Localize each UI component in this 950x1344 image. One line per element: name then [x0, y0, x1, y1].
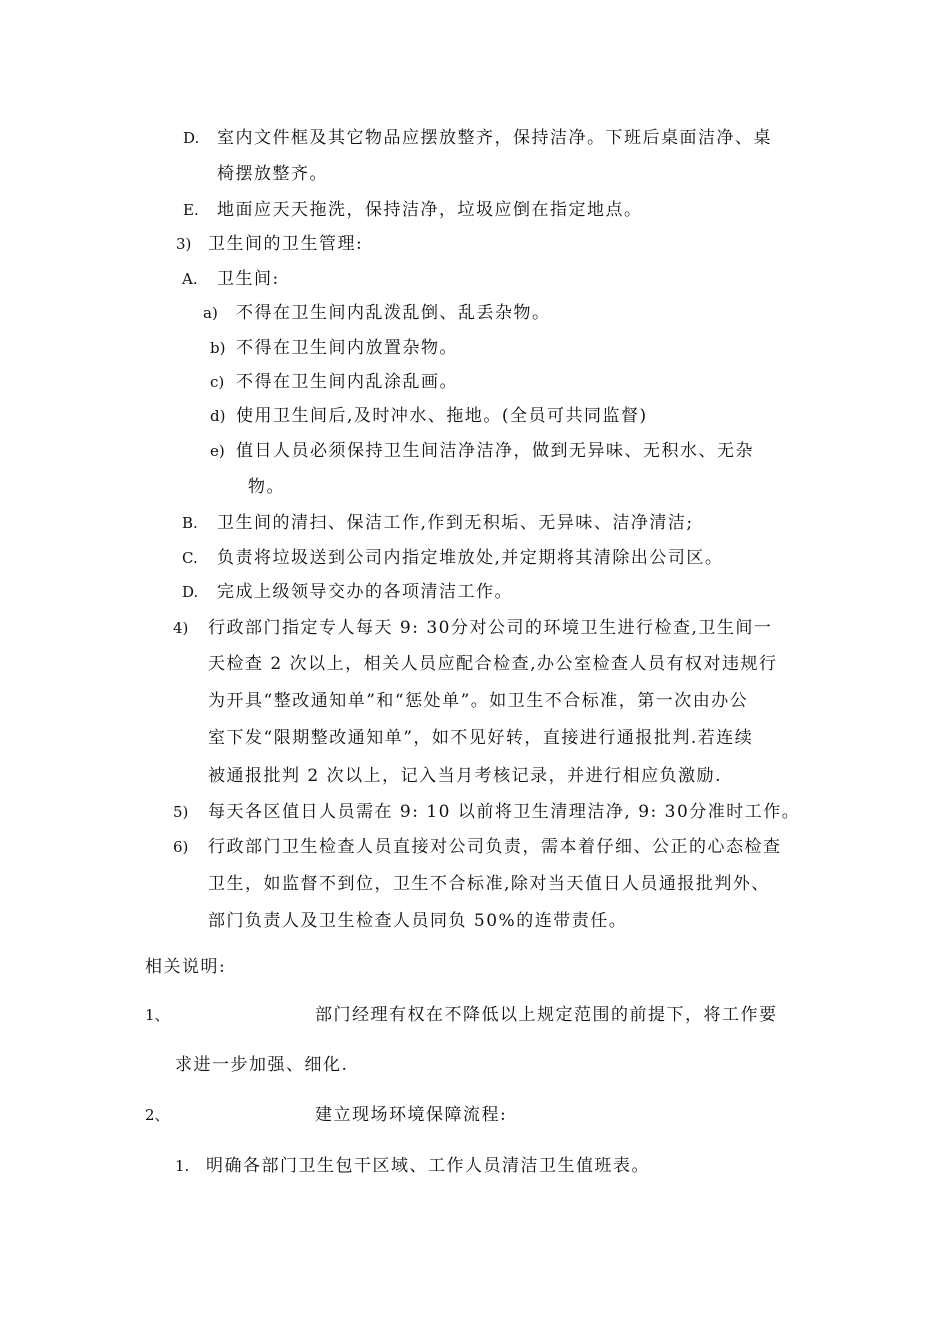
text-line: 完成上级领导交办的各项清洁工作。: [217, 582, 513, 602]
text-line: 天检查 2 次以上，相关人员应配合检查,办公室检查人员有权对违规行: [208, 654, 778, 674]
section-heading: 相关说明:: [145, 957, 227, 977]
list-marker: e): [210, 442, 225, 460]
text-line: 物。: [248, 477, 285, 497]
list-marker: d): [210, 407, 226, 425]
text-line: 卫生间的卫生管理:: [208, 234, 364, 254]
list-marker: 6): [173, 838, 189, 856]
text-line: 椅摆放整齐。: [217, 164, 328, 184]
list-marker: C.: [182, 549, 198, 567]
list-marker: D.: [183, 129, 200, 147]
text-line: 每天各区值日人员需在 9: 10 以前将卫生清理洁净, 9: 30分准时工作。: [208, 802, 801, 822]
list-marker: E.: [183, 201, 199, 219]
text-line: 室下发“限期整改通知单”，如不见好转，直接进行通报批判.若连续: [208, 728, 754, 748]
text-line: 地面应天天拖洗，保持洁净，垃圾应倒在指定地点。: [217, 200, 643, 220]
text-line: 行政部门卫生检查人员直接对公司负责，需本着仔细、公正的心态检查: [208, 837, 782, 857]
text-line: 不得在卫生间内乱泼乱倒、乱丢杂物。: [236, 303, 551, 323]
text-line: 被通报批判 2 次以上，记入当月考核记录，并进行相应负激励.: [208, 766, 723, 786]
list-marker: B.: [182, 514, 198, 532]
list-marker: 2、: [145, 1106, 170, 1124]
text-line: 不得在卫生间内乱涂乱画。: [236, 372, 458, 392]
text-line: 负责将垃圾送到公司内指定堆放处,并定期将其清除出公司区。: [217, 548, 724, 568]
list-marker: 3): [176, 235, 192, 253]
text-line: 卫生间:: [217, 269, 280, 289]
text-line: 建立现场环境保障流程:: [315, 1105, 508, 1125]
list-marker: D.: [182, 583, 199, 601]
text-line: 行政部门指定专人每天 9: 30分对公司的环境卫生进行检查,卫生间一: [208, 618, 773, 638]
list-marker: c): [210, 373, 225, 391]
text-line: 为开具“整改通知单”和“惩处单”。如卫生不合标准，第一次由办公: [208, 691, 749, 711]
text-line: 明确各部门卫生包干区域、工作人员清洁卫生值班表。: [206, 1156, 650, 1176]
text-line: 不得在卫生间内放置杂物。: [236, 338, 458, 358]
text-line: 求进一步加强、细化.: [175, 1055, 349, 1075]
list-marker: A.: [182, 270, 198, 288]
text-line: 部门经理有权在不降低以上规定范围的前提下，将工作要: [315, 1005, 778, 1025]
text-line: 使用卫生间后,及时冲水、拖地。(全员可共同监督): [236, 406, 648, 426]
list-marker: b): [210, 339, 226, 357]
text-line: 卫生间的清扫、保洁工作,作到无积垢、无异味、洁净清洁;: [217, 513, 694, 533]
list-marker: 1.: [175, 1157, 190, 1175]
list-marker: 5): [173, 803, 189, 821]
text-line: 部门负责人及卫生检查人员同负 50%的连带责任。: [208, 911, 628, 931]
text-line: 室内文件框及其它物品应摆放整齐，保持洁净。下班后桌面洁净、桌: [217, 128, 772, 148]
list-marker: a): [203, 304, 218, 322]
list-marker: 4): [173, 619, 189, 637]
text-line: 值日人员必须保持卫生间洁净洁净，做到无异味、无积水、无杂: [236, 441, 754, 461]
list-marker: 1、: [145, 1006, 170, 1024]
text-line: 卫生，如监督不到位，卫生不合标准,除对当天值日人员通报批判外、: [208, 874, 770, 894]
